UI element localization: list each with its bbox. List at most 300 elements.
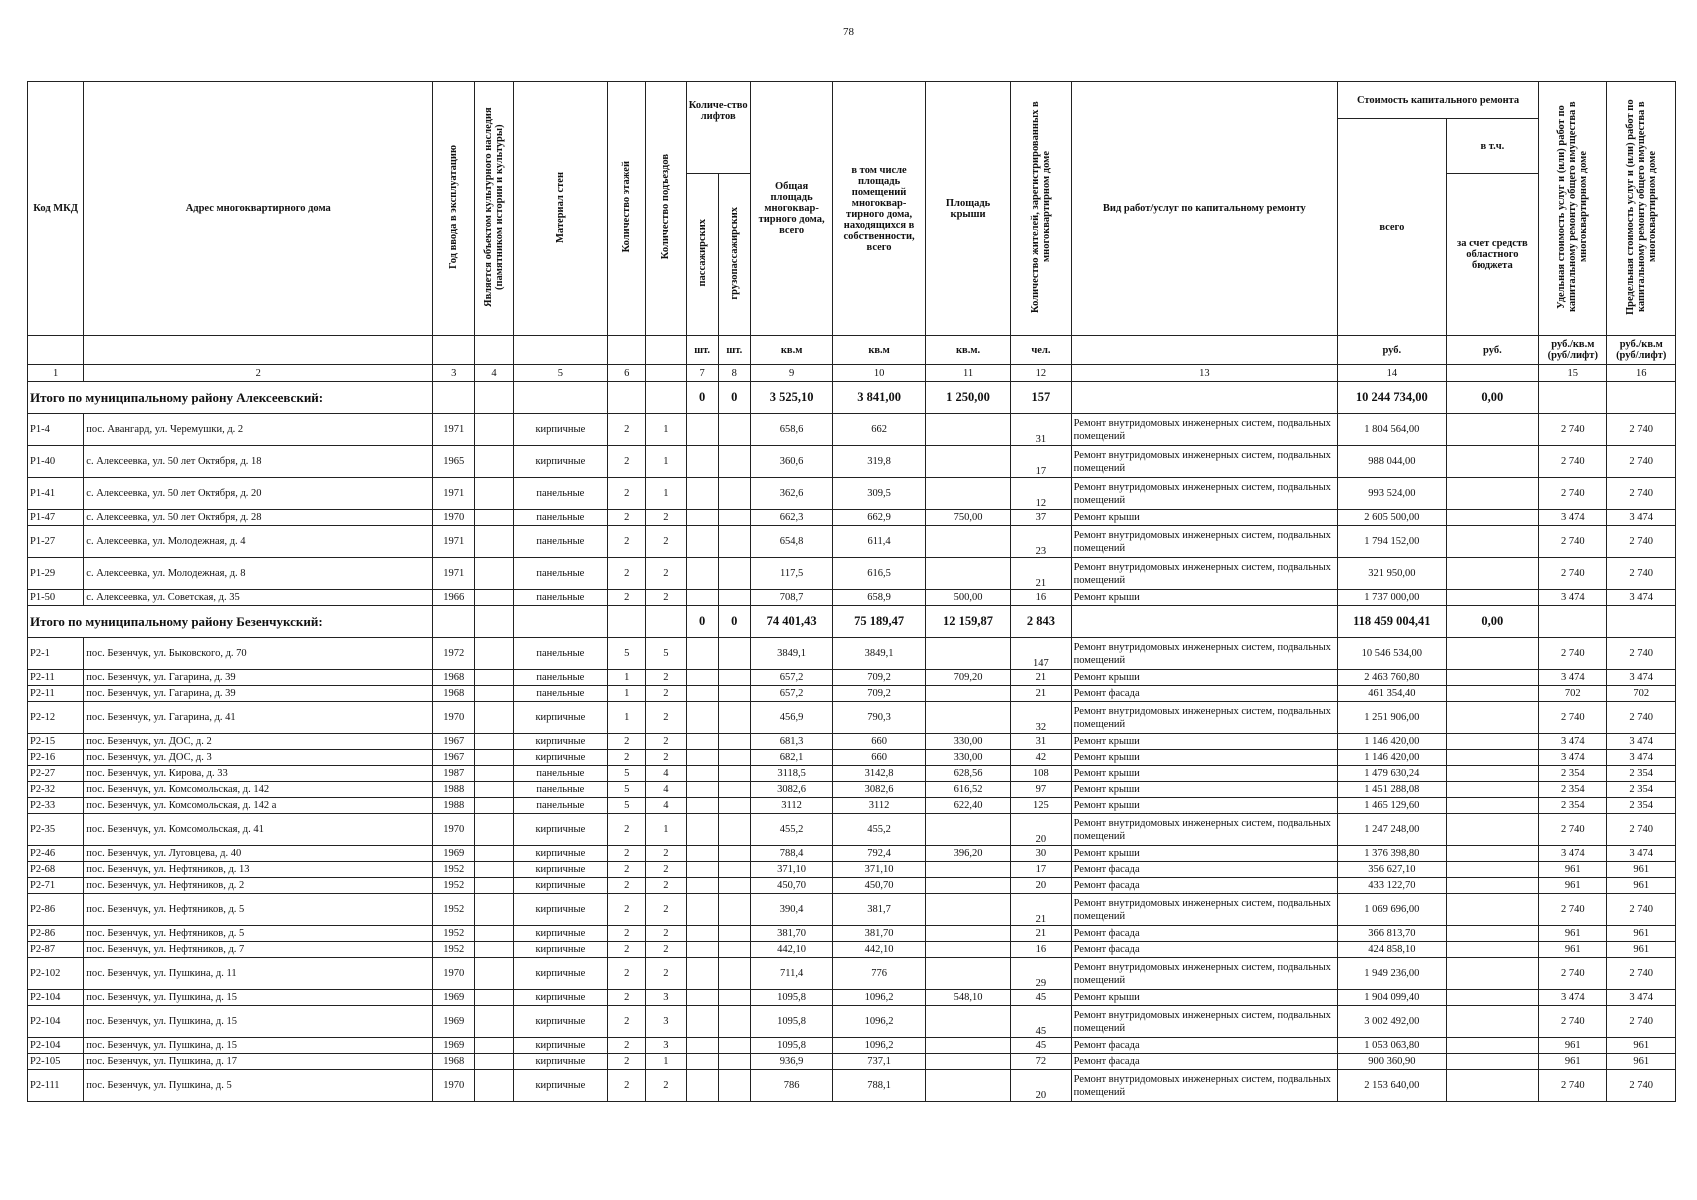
cell-roof-area: 500,00 [925, 590, 1010, 606]
cell-year: 1971 [433, 558, 475, 590]
cell-walls: панельные [513, 590, 608, 606]
cell-cost-total: 1 146 420,00 [1338, 734, 1447, 750]
unit-lifts-pass: шт. [686, 336, 718, 365]
cell-residents: 29 [1011, 958, 1071, 990]
cell-max-cost: 961 [1607, 1054, 1676, 1070]
table-row [28, 446, 1676, 478]
header-cost-total: всего [1338, 119, 1447, 336]
cell-owned-area: 455,2 [833, 814, 926, 846]
cell-lifts-cargo [718, 846, 750, 862]
cell-heritage [475, 590, 513, 606]
cell-unit-cost: 3 474 [1539, 990, 1607, 1006]
cell-roof-area [925, 814, 1010, 846]
cell-max-cost: 2 354 [1607, 798, 1676, 814]
cell-lifts-pass [686, 814, 718, 846]
cell-owned-area: 662,9 [833, 510, 926, 526]
cell-lifts-cargo [718, 638, 750, 670]
cell-lifts-cargo [718, 958, 750, 990]
col-number: 8 [718, 365, 750, 382]
cell-cost-region [1446, 1054, 1539, 1070]
table-row [28, 1006, 1676, 1038]
cell-lifts-pass [686, 526, 718, 558]
cell-max-cost: 2 740 [1607, 1006, 1676, 1038]
cell-heritage [475, 558, 513, 590]
cell-residents: 42 [1011, 750, 1071, 766]
cell-year: 1970 [433, 1070, 475, 1102]
header-work-type: Вид работ/услуг по капитальному ремонту [1071, 82, 1337, 336]
cell-unit-cost: 2 354 [1539, 798, 1607, 814]
cell-total-area: 3082,6 [750, 782, 832, 798]
table-row [28, 942, 1676, 958]
cell-heritage [475, 862, 513, 878]
cell-unit-cost: 961 [1539, 1038, 1607, 1054]
summary-empty-cell [1539, 382, 1607, 414]
cell-entrances: 2 [646, 1070, 686, 1102]
cell-entrances: 2 [646, 926, 686, 942]
summary-empty-cell [433, 606, 475, 638]
cell-lifts-cargo [718, 686, 750, 702]
cell-heritage [475, 1054, 513, 1070]
cell-heritage [475, 990, 513, 1006]
cell-owned-area: 776 [833, 958, 926, 990]
cell-max-cost: 2 740 [1607, 814, 1676, 846]
header-code: Код МКД [28, 82, 84, 336]
cell-max-cost: 3 474 [1607, 670, 1676, 686]
cell-lifts-cargo [718, 414, 750, 446]
col-number: 3 [433, 365, 475, 382]
cell-floors: 2 [608, 590, 646, 606]
cell-roof-area: 622,40 [925, 798, 1010, 814]
cell-year: 1969 [433, 990, 475, 1006]
header-lifts: Количе-ство лифтов [686, 82, 750, 174]
cell-entrances: 2 [646, 686, 686, 702]
cell-cost-region [1446, 526, 1539, 558]
summary-empty-cell [475, 606, 513, 638]
table-row [28, 894, 1676, 926]
cell-cost-region [1446, 798, 1539, 814]
cell-lifts-cargo [718, 526, 750, 558]
cell-entrances: 1 [646, 814, 686, 846]
cell-heritage [475, 1070, 513, 1102]
summary-label: Итого по муниципальному району Безенчукский: [28, 606, 433, 638]
cell-walls: кирпичные [513, 878, 608, 894]
page-number: 78 [843, 26, 854, 38]
col-number: 1 [28, 365, 84, 382]
cell-heritage [475, 942, 513, 958]
cell-walls: панельные [513, 686, 608, 702]
cell-max-cost: 3 474 [1607, 734, 1676, 750]
cell-cost-total: 1 794 152,00 [1338, 526, 1447, 558]
unit-cost-region: руб. [1446, 336, 1539, 365]
summary-lifts-pass: 0 [686, 382, 718, 414]
cell-max-cost: 2 740 [1607, 446, 1676, 478]
cell-cost-total: 1 904 099,40 [1338, 990, 1447, 1006]
cell-total-area: 654,8 [750, 526, 832, 558]
cell-total-area: 381,70 [750, 926, 832, 942]
cell-lifts-cargo [718, 990, 750, 1006]
cell-unit-cost: 2 740 [1539, 1070, 1607, 1102]
cell-roof-area [925, 702, 1010, 734]
cell-unit-cost: 3 474 [1539, 590, 1607, 606]
summary-roof-area: 12 159,87 [925, 606, 1010, 638]
cell-year: 1952 [433, 878, 475, 894]
table-row [28, 590, 1676, 606]
cell-entrances: 2 [646, 894, 686, 926]
cell-walls: кирпичные [513, 1038, 608, 1054]
cell-max-cost: 961 [1607, 878, 1676, 894]
cell-cost-region [1446, 638, 1539, 670]
summary-empty-cell [1071, 382, 1337, 414]
cell-floors: 2 [608, 846, 646, 862]
cell-cost-region [1446, 590, 1539, 606]
cell-residents: 125 [1011, 798, 1071, 814]
cell-cost-region [1446, 446, 1539, 478]
cell-floors: 2 [608, 942, 646, 958]
cell-owned-area: 1096,2 [833, 1038, 926, 1054]
cell-address: с. Алексеевка, ул. 50 лет Октября, д. 28 [84, 510, 433, 526]
cell-lifts-cargo [718, 750, 750, 766]
cell-owned-area: 319,8 [833, 446, 926, 478]
cell-work-type: Ремонт фасада [1071, 942, 1337, 958]
cell-total-area: 442,10 [750, 942, 832, 958]
cell-roof-area [925, 446, 1010, 478]
cell-work-type: Ремонт внутридомовых инженерных систем, подвальных помещений [1071, 1006, 1337, 1038]
cell-floors: 5 [608, 798, 646, 814]
summary-cost-region: 0,00 [1446, 606, 1539, 638]
cell-unit-cost: 2 740 [1539, 958, 1607, 990]
cell-walls: кирпичные [513, 862, 608, 878]
cell-walls: панельные [513, 510, 608, 526]
cell-unit-cost: 961 [1539, 878, 1607, 894]
cell-entrances: 2 [646, 558, 686, 590]
summary-empty-cell [646, 606, 686, 638]
cell-year: 1969 [433, 846, 475, 862]
cell-entrances: 2 [646, 958, 686, 990]
cell-owned-area: 660 [833, 750, 926, 766]
cell-work-type: Ремонт крыши [1071, 670, 1337, 686]
cell-entrances: 3 [646, 1006, 686, 1038]
col-number: 2 [84, 365, 433, 382]
cell-cost-total: 433 122,70 [1338, 878, 1447, 894]
cell-entrances: 4 [646, 766, 686, 782]
cell-unit-cost: 2 354 [1539, 766, 1607, 782]
cell-floors: 5 [608, 782, 646, 798]
cell-lifts-pass [686, 782, 718, 798]
cell-floors: 2 [608, 894, 646, 926]
table-row [28, 878, 1676, 894]
cell-roof-area: 628,56 [925, 766, 1010, 782]
header-owned-area: в том числе площадь помещений многоквар-тирного дома, находящихся в собственности, всего [833, 82, 926, 336]
cell-code: Р2-35 [28, 814, 84, 846]
cell-lifts-pass [686, 942, 718, 958]
cell-entrances: 1 [646, 414, 686, 446]
cell-owned-area: 709,2 [833, 670, 926, 686]
unit-cost-total: руб. [1338, 336, 1447, 365]
district-summary-row [28, 606, 1676, 638]
cell-max-cost: 702 [1607, 686, 1676, 702]
cell-owned-area: 611,4 [833, 526, 926, 558]
cell-heritage [475, 638, 513, 670]
cell-lifts-pass [686, 478, 718, 510]
col-number: 13 [1071, 365, 1337, 382]
cell-cost-total: 321 950,00 [1338, 558, 1447, 590]
col-number: 7 [686, 365, 718, 382]
header-roof-area: Площадь крыши [925, 82, 1010, 336]
cell-cost-total: 900 360,90 [1338, 1054, 1447, 1070]
cell-max-cost: 961 [1607, 926, 1676, 942]
cell-roof-area: 750,00 [925, 510, 1010, 526]
cell-heritage [475, 446, 513, 478]
cell-floors: 2 [608, 750, 646, 766]
cell-owned-area: 381,70 [833, 926, 926, 942]
cell-cost-total: 1 053 063,80 [1338, 1038, 1447, 1054]
cell-floors: 2 [608, 958, 646, 990]
cell-work-type: Ремонт внутридомовых инженерных систем, подвальных помещений [1071, 446, 1337, 478]
cell-lifts-cargo [718, 510, 750, 526]
cell-code: Р2-16 [28, 750, 84, 766]
cell-year: 1970 [433, 510, 475, 526]
cell-lifts-pass [686, 686, 718, 702]
cell-heritage [475, 846, 513, 862]
cell-max-cost: 2 740 [1607, 894, 1676, 926]
cell-total-area: 3849,1 [750, 638, 832, 670]
cell-cost-region [1446, 990, 1539, 1006]
cell-residents: 31 [1011, 414, 1071, 446]
cell-code: Р1-41 [28, 478, 84, 510]
cell-roof-area [925, 878, 1010, 894]
cell-cost-region [1446, 814, 1539, 846]
cell-heritage [475, 814, 513, 846]
cell-work-type: Ремонт фасада [1071, 1038, 1337, 1054]
col-number: 5 [513, 365, 608, 382]
cell-unit-cost: 2 740 [1539, 526, 1607, 558]
cell-floors: 2 [608, 526, 646, 558]
cell-entrances: 2 [646, 878, 686, 894]
cell-work-type: Ремонт крыши [1071, 734, 1337, 750]
cell-unit-cost: 961 [1539, 862, 1607, 878]
cell-unit-cost: 961 [1539, 926, 1607, 942]
cell-lifts-cargo [718, 478, 750, 510]
table-row [28, 510, 1676, 526]
cell-code: Р2-71 [28, 878, 84, 894]
cell-code: Р2-46 [28, 846, 84, 862]
cell-lifts-cargo [718, 1054, 750, 1070]
cell-address: пос. Безенчук, ул. Нефтяников, д. 5 [84, 894, 433, 926]
cell-year: 1987 [433, 766, 475, 782]
cell-lifts-cargo [718, 670, 750, 686]
district-summary-row [28, 382, 1676, 414]
cell-cost-region [1446, 670, 1539, 686]
cell-lifts-cargo [718, 1006, 750, 1038]
cell-walls: кирпичные [513, 446, 608, 478]
cell-work-type: Ремонт внутридомовых инженерных систем, подвальных помещений [1071, 1070, 1337, 1102]
cell-unit-cost: 2 740 [1539, 814, 1607, 846]
summary-label: Итого по муниципальному району Алексеевский: [28, 382, 433, 414]
cell-code: Р2-102 [28, 958, 84, 990]
cell-cost-region [1446, 478, 1539, 510]
cell-walls: панельные [513, 798, 608, 814]
table-body [28, 382, 1676, 1102]
table-row [28, 702, 1676, 734]
cell-max-cost: 2 740 [1607, 526, 1676, 558]
cell-walls: кирпичные [513, 814, 608, 846]
cell-address: пос. Авангард, ул. Черемушки, д. 2 [84, 414, 433, 446]
cell-residents: 31 [1011, 734, 1071, 750]
cell-address: пос. Безенчук, ул. Нефтяников, д. 7 [84, 942, 433, 958]
cell-work-type: Ремонт фасада [1071, 1054, 1337, 1070]
cell-lifts-cargo [718, 782, 750, 798]
cell-residents: 32 [1011, 702, 1071, 734]
cell-cost-total: 993 524,00 [1338, 478, 1447, 510]
cell-roof-area [925, 1006, 1010, 1038]
cell-residents: 17 [1011, 446, 1071, 478]
cell-cost-region [1446, 942, 1539, 958]
cell-owned-area: 450,70 [833, 878, 926, 894]
cell-entrances: 2 [646, 702, 686, 734]
cell-cost-total: 461 354,40 [1338, 686, 1447, 702]
table-row [28, 766, 1676, 782]
cell-floors: 2 [608, 446, 646, 478]
cell-year: 1952 [433, 894, 475, 926]
cell-cost-region [1446, 750, 1539, 766]
cell-residents: 45 [1011, 1038, 1071, 1054]
cell-total-area: 450,70 [750, 878, 832, 894]
cell-address: пос. Безенчук, ул. Пушкина, д. 11 [84, 958, 433, 990]
table-row [28, 670, 1676, 686]
cell-lifts-pass [686, 1054, 718, 1070]
cell-year: 1970 [433, 814, 475, 846]
unit-max-cost: руб./кв.м (руб/лифт) [1607, 336, 1676, 365]
summary-residents: 2 843 [1011, 606, 1071, 638]
cell-floors: 5 [608, 766, 646, 782]
cell-lifts-cargo [718, 926, 750, 942]
cell-address: пос. Безенчук, ул. Комсомольская, д. 142 а [84, 798, 433, 814]
cell-year: 1952 [433, 862, 475, 878]
cell-code: Р2-104 [28, 1038, 84, 1054]
cell-floors: 2 [608, 414, 646, 446]
cell-max-cost: 2 740 [1607, 478, 1676, 510]
cell-cost-region [1446, 1070, 1539, 1102]
cell-entrances: 2 [646, 590, 686, 606]
cell-heritage [475, 1038, 513, 1054]
cell-code: Р2-12 [28, 702, 84, 734]
cell-walls: панельные [513, 558, 608, 590]
cell-roof-area: 396,20 [925, 846, 1010, 862]
cell-code: Р2-86 [28, 894, 84, 926]
header-lifts-pass: пассажирских [696, 219, 708, 287]
cell-max-cost: 3 474 [1607, 846, 1676, 862]
cell-work-type: Ремонт крыши [1071, 798, 1337, 814]
summary-empty-cell [608, 382, 646, 414]
cell-address: пос. Безенчук, ул. Пушкина, д. 15 [84, 1038, 433, 1054]
cell-unit-cost: 702 [1539, 686, 1607, 702]
cell-floors: 2 [608, 862, 646, 878]
summary-empty-cell [433, 382, 475, 414]
cell-lifts-pass [686, 510, 718, 526]
cell-entrances: 4 [646, 798, 686, 814]
cell-heritage [475, 878, 513, 894]
cell-lifts-pass [686, 1070, 718, 1102]
cell-year: 1972 [433, 638, 475, 670]
cell-walls: кирпичные [513, 750, 608, 766]
cell-cost-total: 1 376 398,80 [1338, 846, 1447, 862]
cell-total-area: 3118,5 [750, 766, 832, 782]
cell-cost-region [1446, 702, 1539, 734]
cell-total-area: 390,4 [750, 894, 832, 926]
cell-year: 1952 [433, 926, 475, 942]
cell-year: 1952 [433, 942, 475, 958]
cell-lifts-pass [686, 958, 718, 990]
cell-walls: кирпичные [513, 942, 608, 958]
cell-owned-area: 709,2 [833, 686, 926, 702]
cell-cost-total: 1 949 236,00 [1338, 958, 1447, 990]
cell-residents: 45 [1011, 990, 1071, 1006]
cell-address: с. Алексеевка, ул. Молодежная, д. 4 [84, 526, 433, 558]
cell-owned-area: 737,1 [833, 1054, 926, 1070]
summary-total-area: 74 401,43 [750, 606, 832, 638]
cell-walls: панельные [513, 782, 608, 798]
cell-roof-area [925, 862, 1010, 878]
cell-walls: кирпичные [513, 846, 608, 862]
col-number: 11 [925, 365, 1010, 382]
cell-lifts-cargo [718, 942, 750, 958]
cell-floors: 2 [608, 478, 646, 510]
table-row [28, 686, 1676, 702]
header-max-cost: Предельная стоимость услуг и (или) работ по капитальному ремонту общего имущества в многоквартирном доме [1624, 99, 1658, 315]
table-header [28, 82, 1676, 382]
cell-walls: панельные [513, 766, 608, 782]
cell-unit-cost: 2 354 [1539, 782, 1607, 798]
cell-walls: кирпичные [513, 734, 608, 750]
cell-entrances: 2 [646, 862, 686, 878]
cell-code: Р1-50 [28, 590, 84, 606]
table-row [28, 782, 1676, 798]
cell-work-type: Ремонт крыши [1071, 510, 1337, 526]
cell-roof-area [925, 638, 1010, 670]
cell-roof-area [925, 926, 1010, 942]
cell-total-area: 711,4 [750, 958, 832, 990]
cell-heritage [475, 782, 513, 798]
table-row [28, 862, 1676, 878]
cell-year: 1965 [433, 446, 475, 478]
cell-max-cost: 2 354 [1607, 782, 1676, 798]
cell-cost-total: 2 153 640,00 [1338, 1070, 1447, 1102]
cell-code: Р2-111 [28, 1070, 84, 1102]
cell-total-area: 786 [750, 1070, 832, 1102]
cell-work-type: Ремонт фасада [1071, 686, 1337, 702]
cell-heritage [475, 1006, 513, 1038]
table-row [28, 526, 1676, 558]
cell-floors: 1 [608, 702, 646, 734]
cell-entrances: 2 [646, 942, 686, 958]
cell-residents: 30 [1011, 846, 1071, 862]
cell-entrances: 3 [646, 990, 686, 1006]
cell-roof-area [925, 1054, 1010, 1070]
cell-total-area: 788,4 [750, 846, 832, 862]
cell-cost-region [1446, 414, 1539, 446]
cell-max-cost: 2 354 [1607, 766, 1676, 782]
cell-heritage [475, 526, 513, 558]
cell-residents: 17 [1011, 862, 1071, 878]
cell-code: Р2-105 [28, 1054, 84, 1070]
cell-owned-area: 788,1 [833, 1070, 926, 1102]
cell-address: пос. Безенчук, ул. Комсомольская, д. 142 [84, 782, 433, 798]
cell-total-area: 708,7 [750, 590, 832, 606]
cell-owned-area: 792,4 [833, 846, 926, 862]
cell-total-area: 682,1 [750, 750, 832, 766]
cell-owned-area: 3082,6 [833, 782, 926, 798]
cell-lifts-pass [686, 558, 718, 590]
